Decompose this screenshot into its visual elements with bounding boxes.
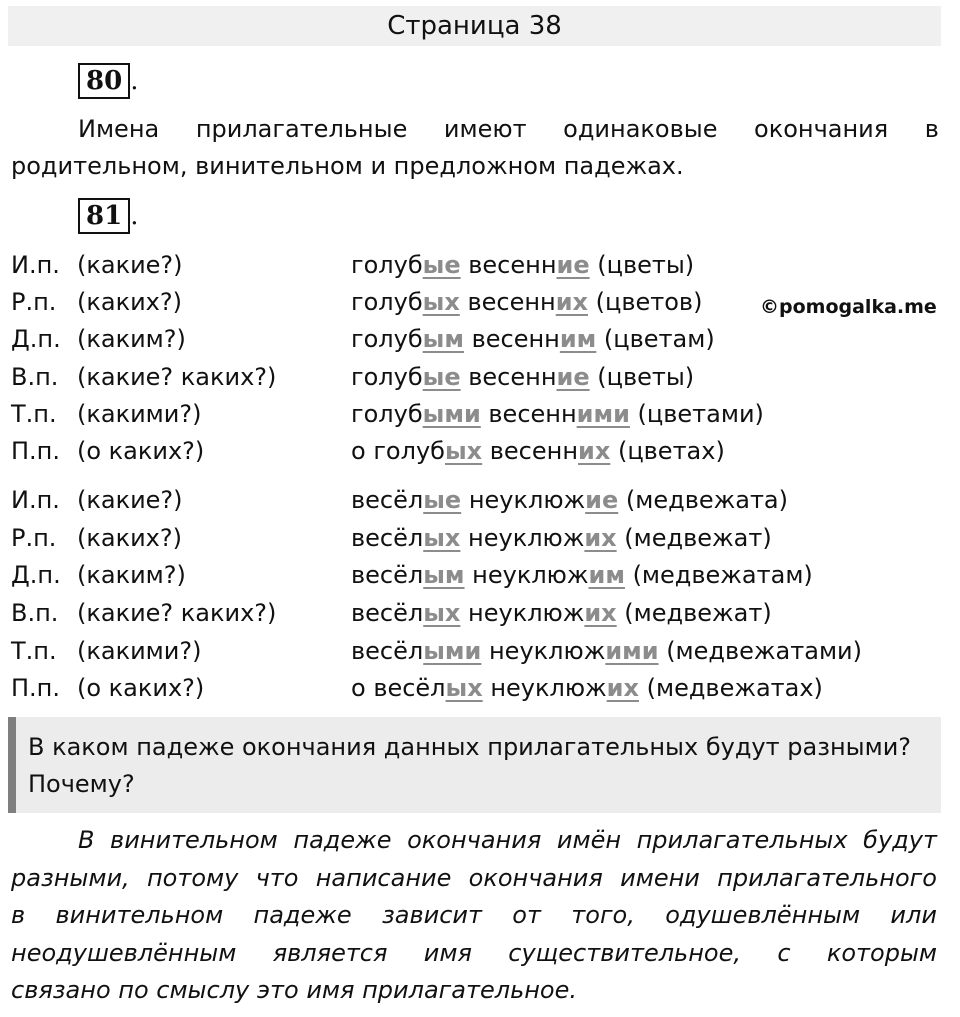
case-label: И.п. bbox=[11, 251, 60, 279]
case-label: И.п. bbox=[11, 486, 60, 514]
question-box bbox=[8, 717, 941, 813]
word-part: весенн bbox=[482, 437, 579, 465]
case-question: (каким?) bbox=[77, 561, 186, 589]
word-part: голуб bbox=[351, 400, 423, 428]
phrase-form bbox=[351, 557, 813, 594]
task-80-line-1 bbox=[11, 111, 939, 148]
ending-highlight: ыми bbox=[423, 637, 482, 665]
word: написание bbox=[315, 863, 452, 892]
phrase-form bbox=[351, 396, 764, 433]
ending-highlight: их bbox=[578, 437, 611, 465]
phrase-form bbox=[351, 482, 788, 519]
word: имени bbox=[620, 863, 700, 892]
case-question: (какие? каких?) bbox=[77, 599, 277, 627]
case-label: Т.п. bbox=[11, 637, 57, 665]
word-part: весенн bbox=[460, 363, 557, 391]
case-label: П.п. bbox=[11, 437, 60, 465]
phrase-form bbox=[351, 247, 694, 284]
ending-highlight: ими bbox=[605, 637, 659, 665]
word-part: (медвежатам) bbox=[624, 561, 813, 589]
word-part: неуклюж bbox=[460, 599, 585, 627]
task-81-number: 81 . bbox=[78, 198, 138, 234]
word-part: весёл bbox=[351, 524, 424, 552]
ending-highlight: ым bbox=[422, 325, 464, 353]
case-question: (о каких?) bbox=[77, 437, 205, 465]
phrase-form bbox=[351, 284, 702, 321]
word-part: весенн bbox=[480, 400, 577, 428]
case-label: В.п. bbox=[11, 363, 59, 391]
word: от bbox=[512, 901, 541, 929]
word: которым bbox=[826, 938, 937, 967]
ending-highlight: ие bbox=[556, 251, 590, 279]
table-row bbox=[11, 482, 941, 519]
word: в bbox=[11, 901, 26, 929]
word: винительном bbox=[110, 826, 278, 854]
word-part: голуб bbox=[351, 288, 423, 316]
case-question: (о каких?) bbox=[77, 674, 205, 702]
word: винительном bbox=[55, 901, 224, 929]
word-part: о весёл bbox=[351, 674, 446, 702]
ending-highlight: ые bbox=[422, 363, 461, 391]
table-row bbox=[11, 557, 941, 594]
word-part: (цветах) bbox=[610, 437, 725, 465]
word: падеже bbox=[293, 826, 392, 854]
table-row bbox=[11, 396, 941, 433]
ending-highlight: им bbox=[559, 325, 597, 353]
phrase-form bbox=[351, 433, 725, 470]
ending-highlight: их bbox=[584, 524, 617, 552]
word-part: голуб bbox=[351, 363, 423, 391]
ending-highlight: им bbox=[588, 561, 625, 589]
case-label: Д.п. bbox=[11, 561, 61, 589]
word: окончания bbox=[468, 863, 603, 892]
word-part: весенн bbox=[463, 325, 560, 353]
ending-highlight: ие bbox=[585, 486, 619, 514]
word: будут bbox=[863, 826, 937, 854]
case-label: П.п. bbox=[11, 674, 60, 702]
word-part: (цветов) bbox=[588, 288, 703, 316]
table-row bbox=[11, 247, 941, 284]
word-part: о голуб bbox=[351, 437, 445, 465]
word: окончания bbox=[407, 826, 542, 854]
task-80-text bbox=[11, 111, 939, 185]
page-title: Страница 38 bbox=[387, 11, 562, 41]
word: что bbox=[255, 863, 299, 892]
word: потому bbox=[146, 863, 239, 892]
task-80-number: 80 . bbox=[78, 63, 138, 99]
ending-highlight: ых bbox=[444, 437, 483, 465]
answer-line bbox=[11, 822, 937, 860]
word-part: (медвежатами) bbox=[658, 637, 863, 665]
word: одушевлённым bbox=[665, 901, 861, 929]
word-part: (медвежат) bbox=[616, 599, 772, 627]
table-row bbox=[11, 633, 941, 670]
word-part: (медвежата) bbox=[618, 486, 788, 514]
word-part: (медвежат) bbox=[616, 524, 772, 552]
answer-text bbox=[11, 822, 937, 1010]
task-number-box: 80 bbox=[78, 63, 130, 99]
word: падеже bbox=[253, 901, 352, 929]
case-question: (какими?) bbox=[77, 637, 202, 665]
word-part: (цветам) bbox=[596, 325, 715, 353]
case-label: В.п. bbox=[11, 599, 59, 627]
word-part: весёл bbox=[351, 561, 424, 589]
ending-highlight: их bbox=[555, 288, 589, 316]
case-question: (каких?) bbox=[77, 288, 182, 316]
ending-highlight: ых bbox=[423, 524, 461, 552]
ending-highlight: ие bbox=[556, 363, 590, 391]
case-question: (какие? каких?) bbox=[77, 363, 277, 391]
case-label: Т.п. bbox=[11, 400, 57, 428]
task-80-line-2: родительном, винительном и предложном падежах. bbox=[11, 152, 684, 180]
ending-highlight: их bbox=[606, 674, 639, 702]
word: окончания bbox=[754, 115, 889, 143]
answer-line bbox=[11, 897, 937, 935]
word: прилагательного bbox=[717, 863, 937, 892]
word-part: (цветами) bbox=[629, 400, 764, 428]
word: разными, bbox=[11, 863, 130, 892]
word-part: весенн bbox=[459, 288, 556, 316]
table-row bbox=[11, 321, 941, 358]
word: В bbox=[78, 826, 95, 854]
word-part: неуклюж bbox=[481, 637, 606, 665]
table-row bbox=[11, 359, 941, 396]
word: является bbox=[272, 938, 388, 967]
question-line-1: В каком падеже окончания данных прилагательных будут разными? bbox=[28, 733, 912, 761]
word: или bbox=[890, 901, 937, 929]
ending-highlight: ым bbox=[423, 561, 465, 589]
task-number-box: 81 bbox=[78, 198, 130, 234]
word: имён bbox=[556, 826, 622, 854]
word-part: неуклюж bbox=[461, 486, 586, 514]
word-part: (цветы) bbox=[589, 251, 695, 279]
ending-highlight: ые bbox=[422, 251, 461, 279]
word-part: весенн bbox=[460, 251, 557, 279]
word: неодушевлённым bbox=[11, 938, 237, 967]
phrase-form bbox=[351, 670, 823, 707]
question-line-2: Почему? bbox=[28, 770, 135, 798]
word-part: весёл bbox=[351, 599, 424, 627]
word: в bbox=[924, 115, 939, 143]
ending-highlight: ых bbox=[422, 288, 460, 316]
watermark: ©pomogalka.me bbox=[760, 296, 937, 318]
answer-line bbox=[11, 860, 937, 898]
phrase-form bbox=[351, 595, 772, 632]
word: зависит bbox=[382, 901, 482, 929]
word-part: голуб bbox=[351, 325, 423, 353]
table-row bbox=[11, 520, 941, 557]
word-part: весёл bbox=[351, 637, 424, 665]
table-row bbox=[11, 433, 941, 470]
ending-highlight: ые bbox=[423, 486, 462, 514]
word-part: неуклюж bbox=[464, 561, 589, 589]
word-part: (медвежатах) bbox=[638, 674, 823, 702]
case-question: (какими?) bbox=[77, 400, 202, 428]
case-question: (какие?) bbox=[77, 486, 183, 514]
answer-line: связано по смыслу это имя прилагательное. bbox=[11, 976, 577, 1004]
word-part: (цветы) bbox=[589, 363, 695, 391]
phrase-form bbox=[351, 520, 772, 557]
word: с bbox=[777, 938, 791, 967]
table-row bbox=[11, 595, 941, 632]
word: существительное, bbox=[508, 938, 741, 967]
phrase-form bbox=[351, 321, 715, 358]
answer-line bbox=[11, 935, 937, 973]
case-label: Р.п. bbox=[11, 524, 57, 552]
case-label: Д.п. bbox=[11, 325, 61, 353]
ending-highlight: их bbox=[584, 599, 617, 627]
case-label: Р.п. bbox=[11, 288, 57, 316]
word: прилагательные bbox=[195, 115, 408, 143]
word: Имена bbox=[78, 115, 160, 143]
ending-highlight: ыми bbox=[422, 400, 481, 428]
ending-highlight: ых bbox=[423, 599, 461, 627]
word: прилагательных bbox=[636, 826, 848, 854]
word-part: неуклюж bbox=[482, 674, 607, 702]
case-question: (каких?) bbox=[77, 524, 182, 552]
word: одинаковые bbox=[563, 115, 718, 143]
phrase-form bbox=[351, 359, 694, 396]
phrase-form bbox=[351, 633, 862, 670]
word-part: весёл bbox=[351, 486, 424, 514]
ending-highlight: ых bbox=[445, 674, 483, 702]
case-question: (каким?) bbox=[77, 325, 186, 353]
word: имя bbox=[423, 938, 472, 967]
word-part: голуб bbox=[351, 251, 423, 279]
word-part: неуклюж bbox=[460, 524, 585, 552]
word: имеют bbox=[443, 115, 527, 143]
page-header bbox=[8, 6, 941, 46]
word: того, bbox=[571, 901, 635, 929]
case-question: (какие?) bbox=[77, 251, 183, 279]
ending-highlight: ими bbox=[576, 400, 630, 428]
table-row bbox=[11, 670, 941, 707]
